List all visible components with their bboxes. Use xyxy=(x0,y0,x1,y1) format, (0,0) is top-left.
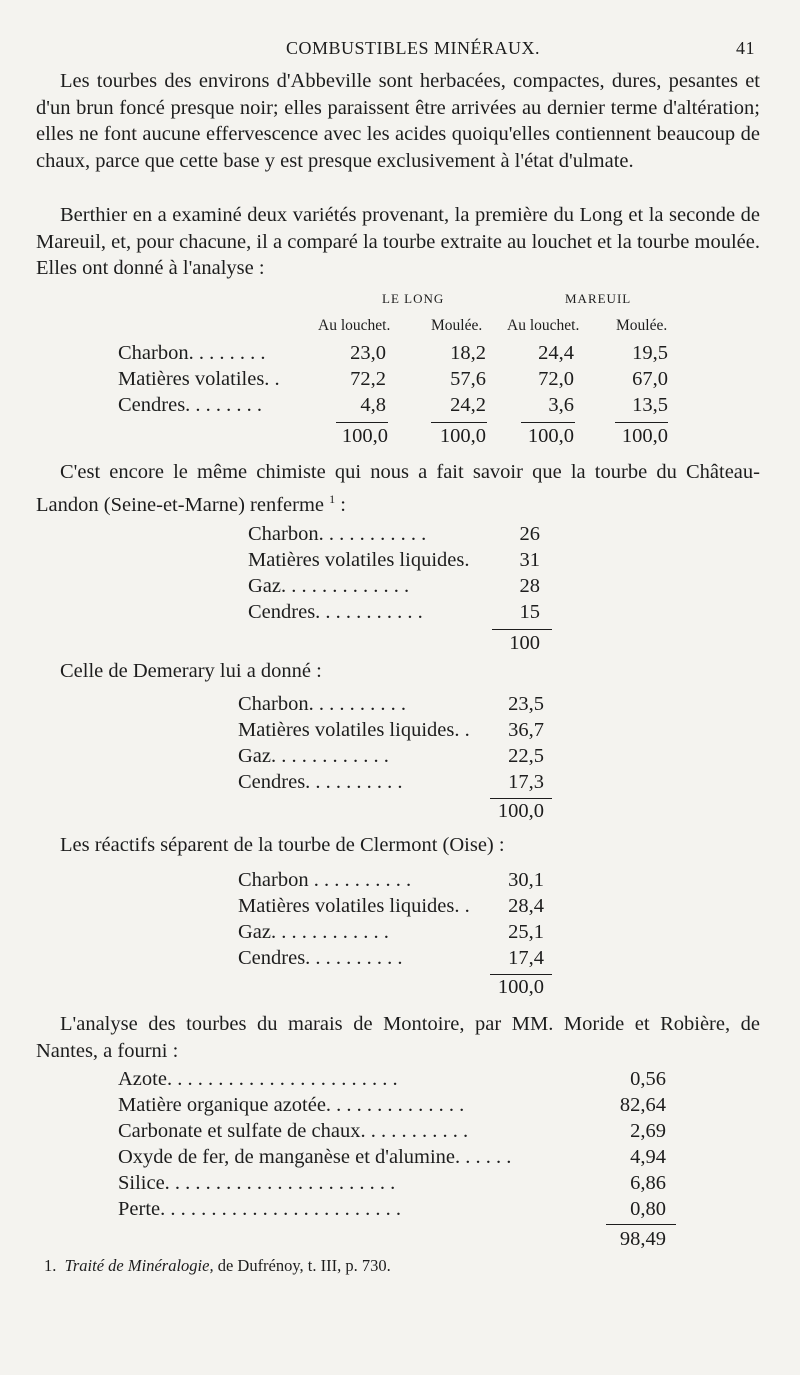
paragraph-demerary-text: Celle de Demerary lui a donné : xyxy=(60,660,322,682)
table-row-label: Silice. . . . . . . . . . . . . . . . . . . . . . . xyxy=(118,1172,396,1194)
table-cell: 30,1 xyxy=(508,869,544,891)
paragraph-abbeville-text: Les tourbes des environs d'Abbeville sont herbacées, compactes, dures, pesantes et d'un brun foncé presque noir; elles paraissent être arrivées au dernier terme d'altération; elles ne font aucune effervescence avec les acides quoiqu'elles contiennent beaucoup de chaux, parce que cette base y est presque exclusivement à l'état d'ulmate. xyxy=(36,70,760,172)
table-row-label: Matières volatiles liquides. . xyxy=(238,895,470,917)
table-cell: 2,69 xyxy=(630,1120,666,1142)
table-cell: 22,5 xyxy=(508,745,544,767)
table-row-label: Gaz. . . . . . . . . . . . . xyxy=(248,575,410,597)
table-row-label: Oxyde de fer, de manganèse et d'alumine. . . . . . xyxy=(118,1146,512,1168)
table-row-label: Azote. . . . . . . . . . . . . . . . . . . . . . . xyxy=(118,1068,398,1090)
table-cell: 23,5 xyxy=(508,693,544,715)
table-cell: 28 xyxy=(519,575,540,597)
table-cell: 4,8 xyxy=(360,394,386,416)
paragraph-clermont-text: Les réactifs séparent de la tourbe de Clermont (Oise) : xyxy=(60,834,505,856)
table-cell: 17,4 xyxy=(508,947,544,969)
table-cell: 57,6 xyxy=(450,368,486,390)
table-cell: 6,86 xyxy=(630,1172,666,1194)
paragraph-abbeville xyxy=(36,68,760,174)
table-row-label: Charbon. . . . . . . . xyxy=(118,342,266,364)
footnote-citation: de Dufrénoy, t. III, p. 730. xyxy=(213,1256,391,1275)
sub-header: Moulée. xyxy=(431,317,483,334)
table-row-label: Matières volatiles liquides. . xyxy=(238,719,470,741)
paragraph-chateau-landon xyxy=(36,459,760,518)
sum-rule xyxy=(431,422,487,423)
sum-rule xyxy=(492,629,552,630)
table-row-label: Charbon . . . . . . . . . . xyxy=(238,869,412,891)
sum-rule xyxy=(521,422,575,423)
table-cell: 15 xyxy=(519,601,540,623)
table-row-label: Gaz. . . . . . . . . . . . xyxy=(238,921,389,943)
table-total: 100,0 xyxy=(341,425,388,447)
table-cell: 72,2 xyxy=(350,368,386,390)
sub-header: Au louchet. xyxy=(507,317,580,334)
table-cell: 18,2 xyxy=(450,342,486,364)
table-cell: 36,7 xyxy=(508,719,544,741)
footnote-marker: 1. xyxy=(44,1256,57,1275)
table-total: 100,0 xyxy=(497,976,544,998)
table-cell: 25,1 xyxy=(508,921,544,943)
table-total: 100 xyxy=(509,632,540,654)
paragraph-berthier-text: Berthier en a examiné deux variétés provenant, la première du Long et la seconde de Mareuil, et, pour chacune, il a comparé la tourbe extraite au louchet et la tourbe moulée. Elles ont donné à l'analyse : xyxy=(36,204,760,280)
table-cell: 26 xyxy=(519,523,540,545)
table-cell: 24,2 xyxy=(450,394,486,416)
table-total: 98,49 xyxy=(619,1228,666,1250)
table-cell: 19,5 xyxy=(632,342,668,364)
sub-header: Au louchet. xyxy=(318,317,391,334)
paragraph-clermont xyxy=(36,832,760,859)
table-row-label: Matière organique azotée. . . . . . . . . . . . . . xyxy=(118,1094,465,1116)
table-row-label: Carbonate et sulfate de chaux. . . . . . . . . . . xyxy=(118,1120,469,1142)
table-row-label: Cendres. . . . . . . . xyxy=(118,394,263,416)
table-row-label: Cendres. . . . . . . . . . xyxy=(238,947,403,969)
sum-rule xyxy=(336,422,388,423)
table-cell: 17,3 xyxy=(508,771,544,793)
table-row-label: Charbon. . . . . . . . . . . xyxy=(248,523,427,545)
paragraph-berthier xyxy=(36,202,760,282)
sum-rule xyxy=(606,1224,676,1225)
table-cell: 67,0 xyxy=(632,368,668,390)
table-row-label: Cendres. . . . . . . . . . . xyxy=(248,601,423,623)
sum-rule xyxy=(490,974,552,975)
table-cell: 0,56 xyxy=(630,1068,666,1090)
table-row-label: Gaz. . . . . . . . . . . . xyxy=(238,745,389,767)
table-row-label: Perte. . . . . . . . . . . . . . . . . . . . . . . . xyxy=(118,1198,401,1220)
table-cell: 72,0 xyxy=(538,368,574,390)
table-cell: 4,94 xyxy=(630,1146,666,1168)
paragraph-demerary xyxy=(36,658,760,685)
table-cell: 0,80 xyxy=(630,1198,666,1220)
table-cell: 82,64 xyxy=(619,1094,666,1116)
paragraph-montoire-text: L'analyse des tourbes du marais de Montoire, par MM. Moride et Robière, de Nantes, a fourni : xyxy=(36,1013,760,1062)
table-row-label: Cendres. . . . . . . . . . xyxy=(238,771,403,793)
page-number: 41 xyxy=(736,38,755,58)
group-header-le-long: LE LONG xyxy=(382,291,445,306)
table-total: 100,0 xyxy=(527,425,574,447)
table-cell: 23,0 xyxy=(350,342,386,364)
group-header-mareuil: MAREUIL xyxy=(565,291,632,306)
paragraph-chateau-landon-tail: : xyxy=(335,493,346,516)
table-cell: 24,4 xyxy=(538,342,574,364)
paragraph-montoire xyxy=(36,1011,760,1064)
table-total: 100,0 xyxy=(439,425,486,447)
paragraph-chateau-landon-text: C'est encore le même chimiste qui nous a fait savoir que la tourbe du Château-Landon (Seine-et-Marne) renferme xyxy=(36,461,760,516)
table-cell: 3,6 xyxy=(548,394,574,416)
footnote-book-title: Traité de Minéralogie, xyxy=(64,1256,214,1275)
footnote-reference: 1 xyxy=(329,491,336,506)
table-cell: 13,5 xyxy=(632,394,668,416)
running-head-title: COMBUSTIBLES MINÉRAUX. xyxy=(286,38,541,58)
table-total: 100,0 xyxy=(621,425,668,447)
table-row-label: Matières volatiles. . xyxy=(118,368,280,390)
table-total: 100,0 xyxy=(497,800,544,822)
sub-header: Moulée. xyxy=(616,317,668,334)
sum-rule xyxy=(615,422,668,423)
sum-rule xyxy=(490,798,552,799)
footnote xyxy=(44,1256,391,1276)
table-row-label: Matières volatiles liquides. xyxy=(248,549,470,571)
table-cell: 28,4 xyxy=(508,895,544,917)
table-cell: 31 xyxy=(519,549,540,571)
table-row-label: Charbon. . . . . . . . . . xyxy=(238,693,406,715)
